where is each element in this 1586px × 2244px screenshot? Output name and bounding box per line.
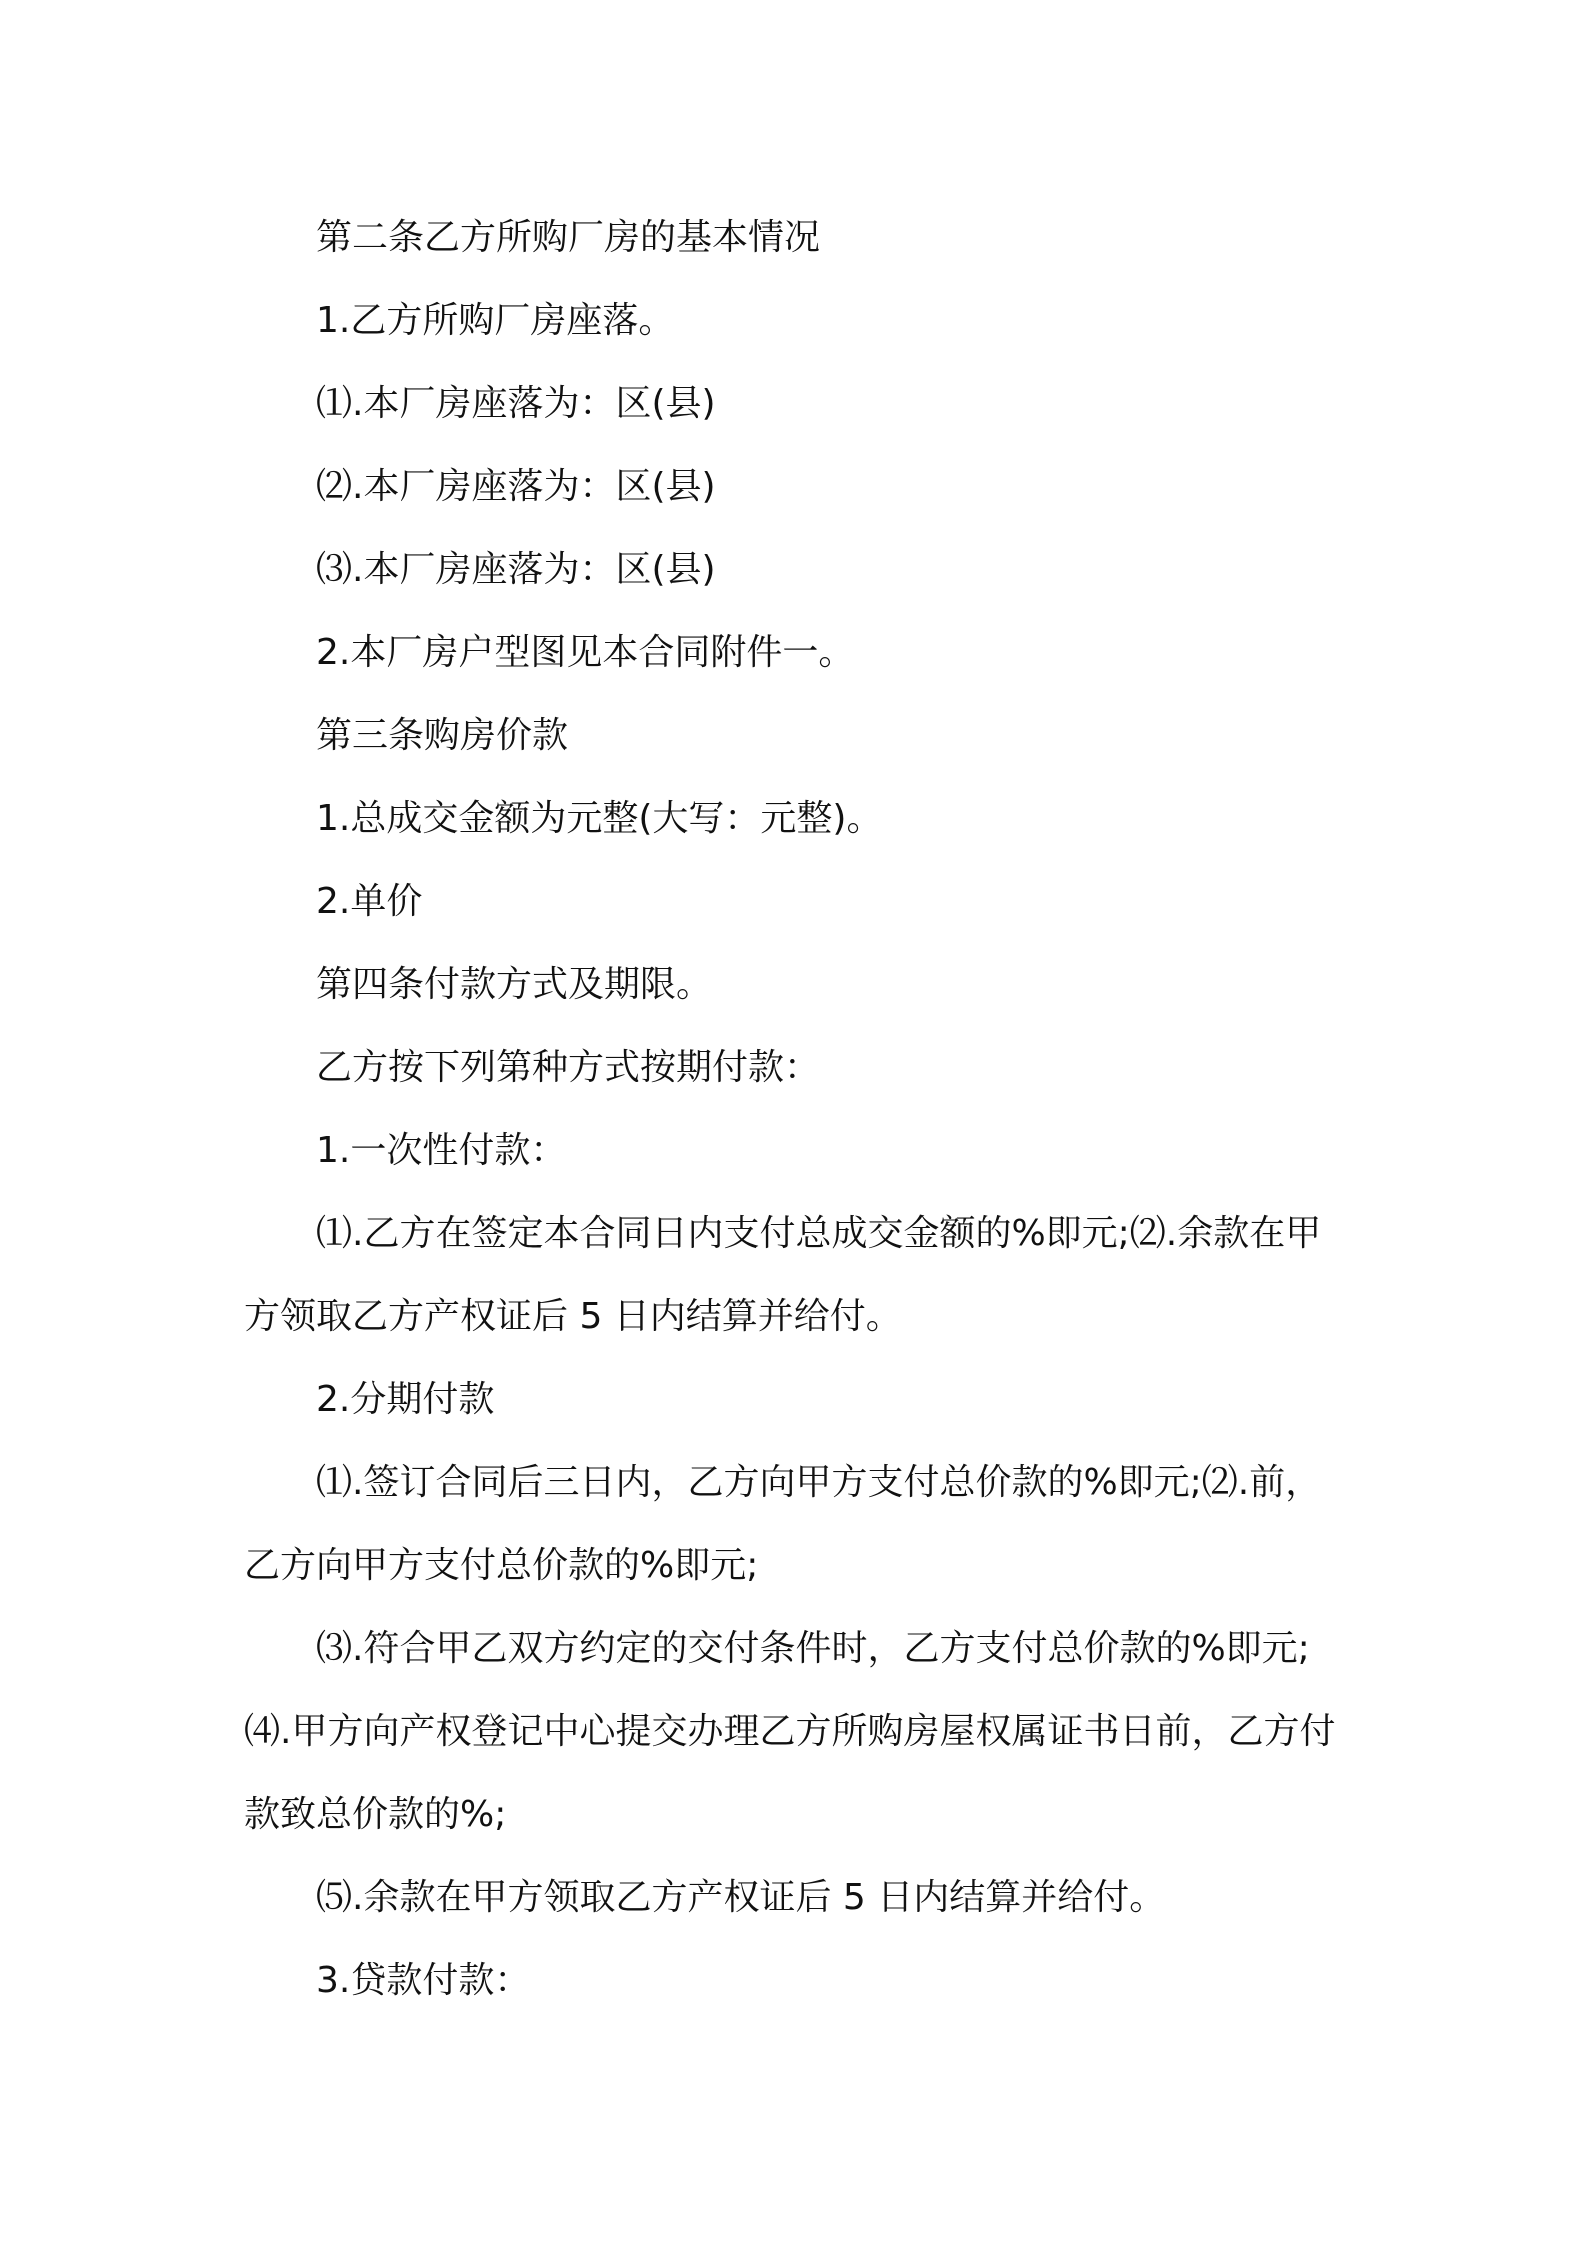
paragraph-location-3: ⑶.本厂房座落为：区(县): [316, 549, 716, 590]
paragraph-location-1: ⑴.本厂房座落为：区(县): [316, 383, 716, 424]
article-4-heading: 第四条付款方式及期限。: [316, 964, 713, 1005]
paragraph-installments-5: ⑸.余款在甲方领取乙方产权证后 5 日内结算并给付。: [316, 1877, 1166, 1918]
paragraph-installments: 2.分期付款: [316, 1379, 495, 1420]
paragraph-total-amount: 1.总成交金额为元整(大写：元整)。: [316, 798, 883, 839]
paragraph-location-2: ⑵.本厂房座落为：区(县): [316, 466, 716, 507]
paragraph-loan-payment: 3.贷款付款：: [316, 1960, 531, 2001]
article-2-heading: 第二条乙方所购厂房的基本情况: [316, 217, 821, 258]
paragraph-installments-1-2: ⑴.签订合同后三日内，乙方向甲方支付总价款的%即元;⑵.前，乙方向甲方支付总价款的%即元;: [244, 1462, 1322, 1586]
paragraph-lump-sum: 1.一次性付款：: [316, 1130, 567, 1171]
paragraph-lump-sum-terms: ⑴.乙方在签定本合同日内支付总成交金额的%即元;⑵.余款在甲方领取乙方产权证后 5 日内结算并给付。: [244, 1213, 1322, 1337]
paragraph-unit-price: 2.单价: [316, 881, 423, 922]
document-body: [244, 196, 1354, 2022]
paragraph-location: 1.乙方所购厂房座落。: [316, 300, 675, 341]
paragraph-installments-3-4: ⑶.符合甲乙双方约定的交付条件时，乙方支付总价款的%即元;⑷.甲方向产权登记中心提交办理乙方所购房屋权属证书日前，乙方付款致总价款的%;: [244, 1628, 1336, 1835]
paragraph-floor-plan: 2.本厂房户型图见本合同附件一。: [316, 632, 855, 673]
article-3-heading: 第三条购房价款: [316, 715, 569, 756]
paragraph-payment-method: 乙方按下列第种方式按期付款：: [316, 1047, 821, 1088]
